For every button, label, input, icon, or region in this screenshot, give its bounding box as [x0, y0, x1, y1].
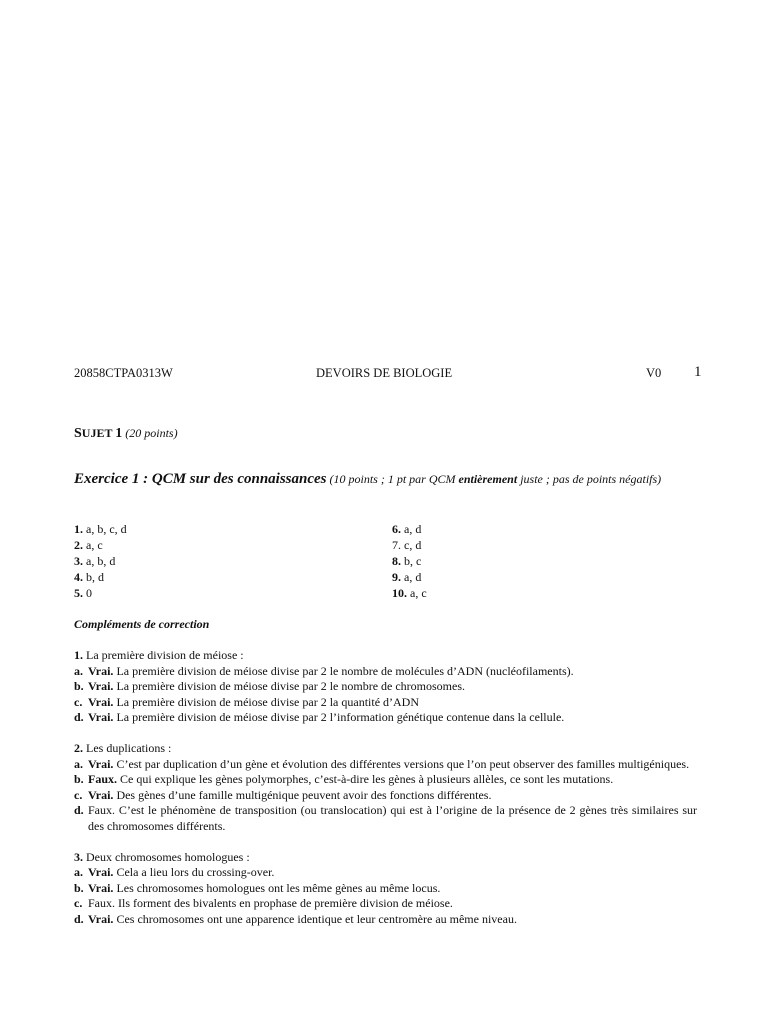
answers-right-column: [392, 521, 427, 601]
exercise-note: [330, 472, 662, 486]
question-title: 3. Deux chromosomes homologues :: [74, 849, 250, 864]
list-item: a. Vrai. Cela a lieu lors du crossing-over.: [74, 865, 275, 879]
exercise-note-bold: entièrement: [458, 472, 518, 486]
corrections-body: [74, 648, 697, 927]
answer-row: 1. a, b, c, d: [74, 522, 127, 536]
list-item: a. Vrai. C’est par duplication d’un gène et évolution des différentes versions que l’on peut observer des familles multigéniques.: [74, 756, 690, 771]
list-item: d. Faux. C’est le phénomène de transposition (ou translocation) qui est à l’origine de la présence de 2 gènes très similaires sur des chromosomes différents.: [74, 803, 697, 833]
answer-row: 7. c, d: [392, 538, 422, 552]
list-item: b. Vrai. Les chromosomes homologues ont les même gènes au même locus.: [74, 880, 441, 895]
question-title: 2. Les duplications :: [74, 741, 172, 755]
answer-row: 4. b, d: [74, 570, 104, 584]
question-title: 1. La première division de méiose :: [74, 648, 244, 662]
answer-row: 5. 0: [74, 586, 92, 600]
exercise-heading: [74, 471, 697, 488]
question-1: [74, 648, 697, 726]
version-label: V0: [646, 366, 662, 380]
answer-row: 3. a, b, d: [74, 554, 116, 568]
exercise-title: Exercice 1 : QCM sur des connaissances: [74, 471, 327, 487]
answer-row: 10. a, c: [392, 586, 427, 600]
sujet-number: 1: [115, 426, 123, 441]
list-item: d. Vrai. Ces chromosomes ont une apparence identique et leur centromère au même niveau.: [74, 911, 517, 926]
list-item: c. Vrai. La première division de méiose divise par 2 la quantité d’ADN: [74, 694, 420, 709]
answer-row: 8. b, c: [392, 554, 422, 568]
page-number: 1: [694, 364, 702, 380]
answer-row: 9. a, d: [392, 570, 422, 584]
exercise-note-start: (10 points ; 1 pt par QCM: [329, 472, 459, 486]
list-item: b. Vrai. La première division de méiose divise par 2 le nombre de chromosomes.: [74, 679, 466, 693]
sujet-label-rest: UJET: [81, 426, 113, 440]
answer-row: 6. a, d: [392, 522, 422, 536]
list-item: c. Vrai. Des gènes d’une famille multigénique peuvent avoir des fonctions différentes.: [74, 787, 492, 802]
document-title: DEVOIRS DE BIOLOGIE: [316, 366, 453, 380]
answer-row: 2. a, c: [74, 538, 103, 552]
sujet-label-initial: S: [74, 426, 82, 441]
list-item: d. Vrai. La première division de méiose divise par 2 l’information génétique contenue dans la cellule.: [74, 710, 565, 724]
answers-left-column: [74, 521, 127, 601]
list-item: b. Faux. Ce qui explique les gènes polymorphes, c’est-à-dire les gènes à plusieurs allèles, ce sont les mutations.: [74, 772, 614, 786]
question-2: [74, 741, 697, 834]
list-item: a. Vrai. La première division de méiose divise par 2 le nombre de molécules d’ADN (nucléofilaments).: [74, 663, 574, 678]
question-3: [74, 850, 697, 928]
document-code: 20858CTPA0313W: [74, 366, 173, 380]
sujet-heading: [74, 426, 178, 441]
complements-title: Compléments de correction: [74, 617, 210, 631]
sujet-points: (20 points): [125, 426, 178, 440]
exercise-note-end: juste ; pas de points négatifs): [517, 472, 662, 486]
list-item: c. Faux. Ils forment des bivalents en prophase de première division de méiose.: [74, 896, 453, 910]
